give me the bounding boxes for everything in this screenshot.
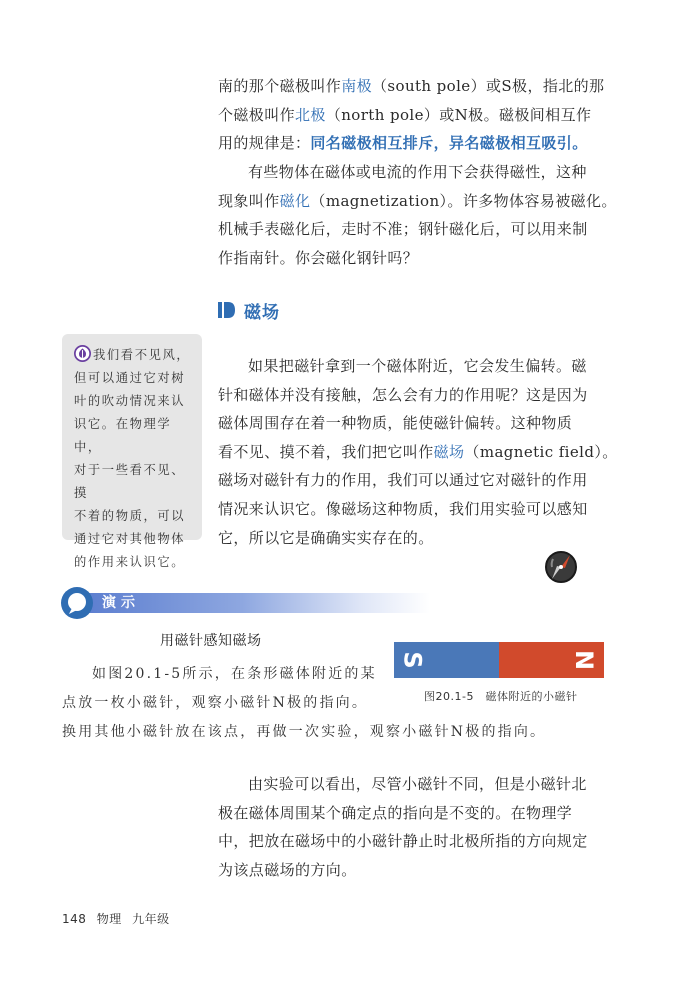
conc-line-4: 为该点磁场的方向。 xyxy=(218,860,357,879)
keyword-south-pole: 南极 xyxy=(341,77,373,95)
figure-caption: 图20.1-5 磁体附近的小磁针 xyxy=(424,690,578,703)
magnet-north-pole xyxy=(499,642,604,678)
text: （north pole）或N极。磁极间相互作 xyxy=(325,105,592,124)
text: 个磁极叫作 xyxy=(218,105,296,124)
mag-line-1: 有些物体在磁体或电流的作用下会获得磁性，这种 xyxy=(248,163,587,181)
field-line-2: 针和磁体并没有接触，怎么会有力的作用呢？这是因为 xyxy=(218,385,588,404)
text: （magnetization）。许多物体容易被磁化。 xyxy=(310,191,617,210)
side-note-line: 叶的吹动情况来认 xyxy=(74,394,186,408)
side-note-line: 的作用来认识它。 xyxy=(74,555,186,569)
side-note-text: 我们看不见风， xyxy=(93,348,191,362)
keyword-north-pole: 北极 xyxy=(295,105,326,124)
field-line-5: 磁场对磁针有力的作用，我们可以通过它对磁针的作用 xyxy=(218,471,588,490)
side-note-line xyxy=(74,344,192,367)
conc-line-2: 极在磁体周围某个确定点的指向是不变的。在物理学 xyxy=(218,803,573,822)
top-line-3 xyxy=(218,129,618,158)
field-line-3: 磁体周围存在着一种物质，能使磁针偏转。这种物质 xyxy=(218,414,573,433)
mag-line-3: 机械手表磁化后，走时不准；钢针磁化后，可以用来制 xyxy=(218,220,588,239)
text: 现象叫作 xyxy=(218,191,280,210)
top-line-1 xyxy=(218,72,618,101)
conc-line-1: 由实验可以看出，尽管小磁针不同，但是小磁针北 xyxy=(248,775,587,793)
keyword-magnet-rule: 同名磁极相互排斥，异名磁极相互吸引。 xyxy=(310,134,588,153)
demo-label: 演示 xyxy=(102,595,140,611)
north-pole-letter: N xyxy=(569,649,598,671)
section-title: 磁场 xyxy=(244,302,280,323)
section-heading xyxy=(218,296,280,324)
demo-banner xyxy=(60,586,430,620)
section-marker-icon xyxy=(218,300,236,320)
side-note-line: 对于一些看不见、摸 xyxy=(74,463,186,500)
keyword-magnetization: 磁化 xyxy=(279,191,311,210)
field-line-4 xyxy=(218,438,618,467)
conclusion-paragraph xyxy=(218,770,618,884)
text: （magnetic field）。 xyxy=(464,442,618,461)
text: 用的规律是： xyxy=(218,134,311,153)
side-note-line: 识它。在物理学中， xyxy=(74,417,172,454)
footer-subject: 物理 xyxy=(96,912,122,926)
footer-grade: 九年级 xyxy=(132,912,170,926)
keyword-magnetic-field: 磁场 xyxy=(433,442,465,461)
mag-line-2 xyxy=(218,187,618,216)
demo-speech-icon xyxy=(60,586,94,620)
demo-line-3: 换用其他小磁针放在该点，再做一次实验，观察小磁针N极的指向。 xyxy=(62,724,547,740)
text: 看不见、摸不着，我们把它叫作 xyxy=(218,442,434,461)
side-note-line: 通过它对其他物体 xyxy=(74,532,186,546)
top-paragraph xyxy=(218,72,618,158)
demo-title: 用磁针感知磁场 xyxy=(160,633,262,649)
side-note-line: 但可以通过它对树 xyxy=(74,371,186,385)
text: 南的那个磁极叫作 xyxy=(218,77,342,95)
text: （south pole）或S极，指北的那 xyxy=(372,77,605,95)
side-note xyxy=(62,334,202,569)
mag-line-4: 作指南针。你会磁化钢针吗？ xyxy=(218,248,419,267)
field-paragraph xyxy=(218,352,618,552)
conc-line-3: 中，把放在磁场中的小磁针静止时北极所指的方向规定 xyxy=(218,832,588,851)
field-line-7: 它，所以它是确确实实存在的。 xyxy=(218,528,434,547)
magnetization-paragraph xyxy=(218,158,618,272)
demo-line-2: 点放一枚小磁针，观察小磁针N极的指向。 xyxy=(62,695,369,711)
page-number: 148 xyxy=(62,912,87,926)
field-line-1: 如果把磁针拿到一个磁体附近，它会发生偏转。磁 xyxy=(248,357,587,375)
side-note-line: 不着的物质，可以 xyxy=(74,509,186,523)
note-icon xyxy=(74,345,91,362)
magnet-south-pole xyxy=(394,642,499,678)
bar-magnet xyxy=(394,642,604,678)
top-line-2 xyxy=(218,101,618,130)
page-footer xyxy=(62,910,176,927)
compass-icon xyxy=(543,549,579,585)
demo-line-1: 如图20.1-5所示，在条形磁体附近的某 xyxy=(92,666,377,682)
south-pole-letter: S xyxy=(398,651,427,669)
field-line-6: 情况来认识它。像磁场这种物质，我们用实验可以感知 xyxy=(218,499,588,518)
